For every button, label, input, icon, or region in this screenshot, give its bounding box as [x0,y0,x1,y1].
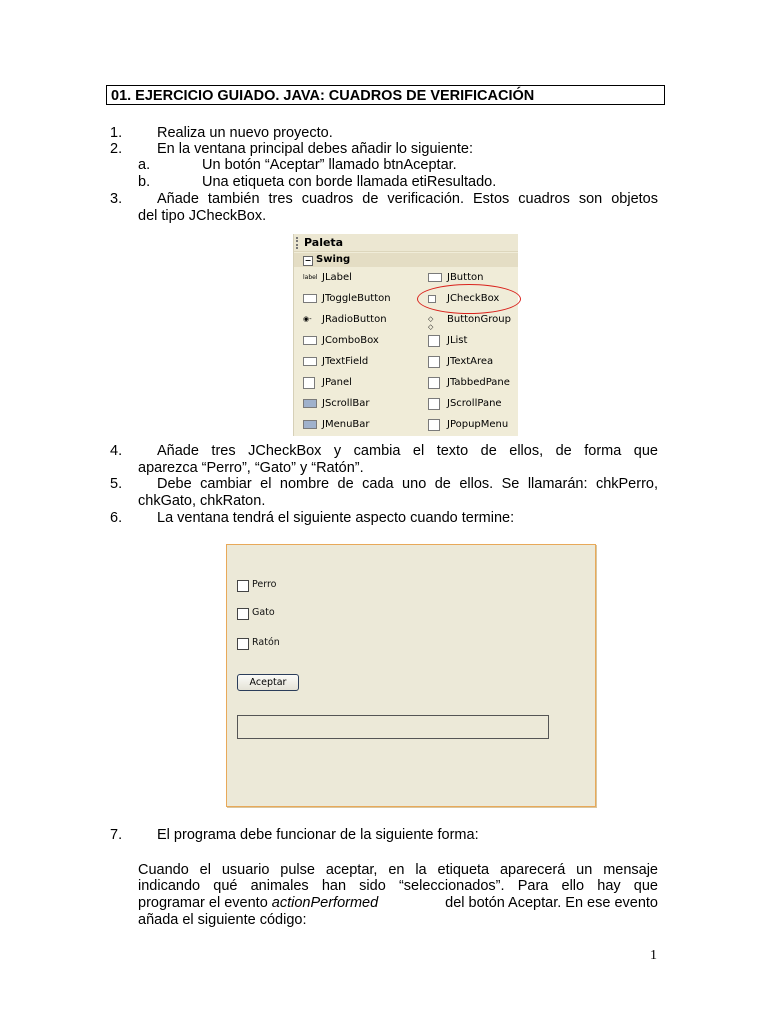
app-window-preview [226,544,596,807]
checkbox-gato[interactable] [237,608,249,620]
highlight-ellipse [417,284,521,314]
result-label [237,715,549,739]
aceptar-button[interactable]: Aceptar [237,674,299,691]
collapse-icon: − [304,256,312,265]
page-number: 1 [650,948,657,963]
paragraph-line3: programar el evento actionPerformed del botón Aceptar. En ese evento [138,895,658,911]
paragraph-line4: añada el siguiente código: [138,912,307,928]
palette-header: Paleta [294,234,518,252]
paragraph-line2: indicando qué animales han sido “seleccionados”. Para ello hay que [138,878,658,894]
step-2a-letter: a. [138,157,151,173]
palette-section-swing[interactable]: − Swing [294,253,518,267]
grip-icon [296,237,300,249]
checkbox-perro[interactable] [237,580,249,592]
step-3-text-line1: Añade también tres cuadros de verificación. Estos cuadros son objetos [157,191,658,207]
step-3-number: 3. [110,191,123,207]
step-3-text-line2: del tipo JCheckBox. [138,208,267,224]
step-5-text-line2: chkGato, chkRaton. [138,493,266,509]
exercise-title: 01. EJERCICIO GUIADO. JAVA: CUADROS DE VERIFICACIÓN [106,85,665,105]
step-5-number: 5. [110,476,123,492]
paragraph-line1: Cuando el usuario pulse aceptar, en la etiqueta aparecerá un mensaje [138,862,658,878]
step-2b-text: Una etiqueta con borde llamada etiResultado. [202,174,497,190]
step-4-text-line2: aparezca “Perro”, “Gato” y “Ratón”. [138,460,364,476]
step-2b-letter: b. [138,174,151,190]
checkbox-perro-label: Perro [252,579,277,590]
event-name: actionPerformed [271,895,379,911]
palette-panel: Paleta − Swing label JLabel JToggleButton ◉- JRadioButton JComboBox JTextField JPanel JScrollBar JMenuBar JButton JCheckBox ◇ ◇ ButtonGroup JList JTextArea JTabbedPane JScrollPane JPopupMenu [293,234,518,436]
step-6-number: 6. [110,510,123,526]
checkbox-raton-label: Ratón [252,637,280,648]
step-6-text: La ventana tendrá el siguiente aspecto cuando termine: [157,510,515,526]
step-2-number: 2. [110,141,123,157]
step-7-number: 7. [110,827,123,843]
step-2a-text: Un botón “Aceptar” llamado btnAceptar. [202,157,457,173]
step-4-number: 4. [110,443,123,459]
checkbox-raton[interactable] [237,638,249,650]
step-7-text: El programa debe funcionar de la siguiente forma: [157,827,479,843]
step-2-text: En la ventana principal debes añadir lo siguiente: [157,141,473,157]
step-5-text-line1: Debe cambiar el nombre de cada uno de ellos. Se llamarán: chkPerro, [157,476,658,492]
checkbox-gato-label: Gato [252,607,275,618]
step-1-text: Realiza un nuevo proyecto. [157,125,333,141]
step-1-number: 1. [110,125,123,141]
step-4-text-line1: Añade tres JCheckBox y cambia el texto de ellos, de forma que [157,443,658,459]
